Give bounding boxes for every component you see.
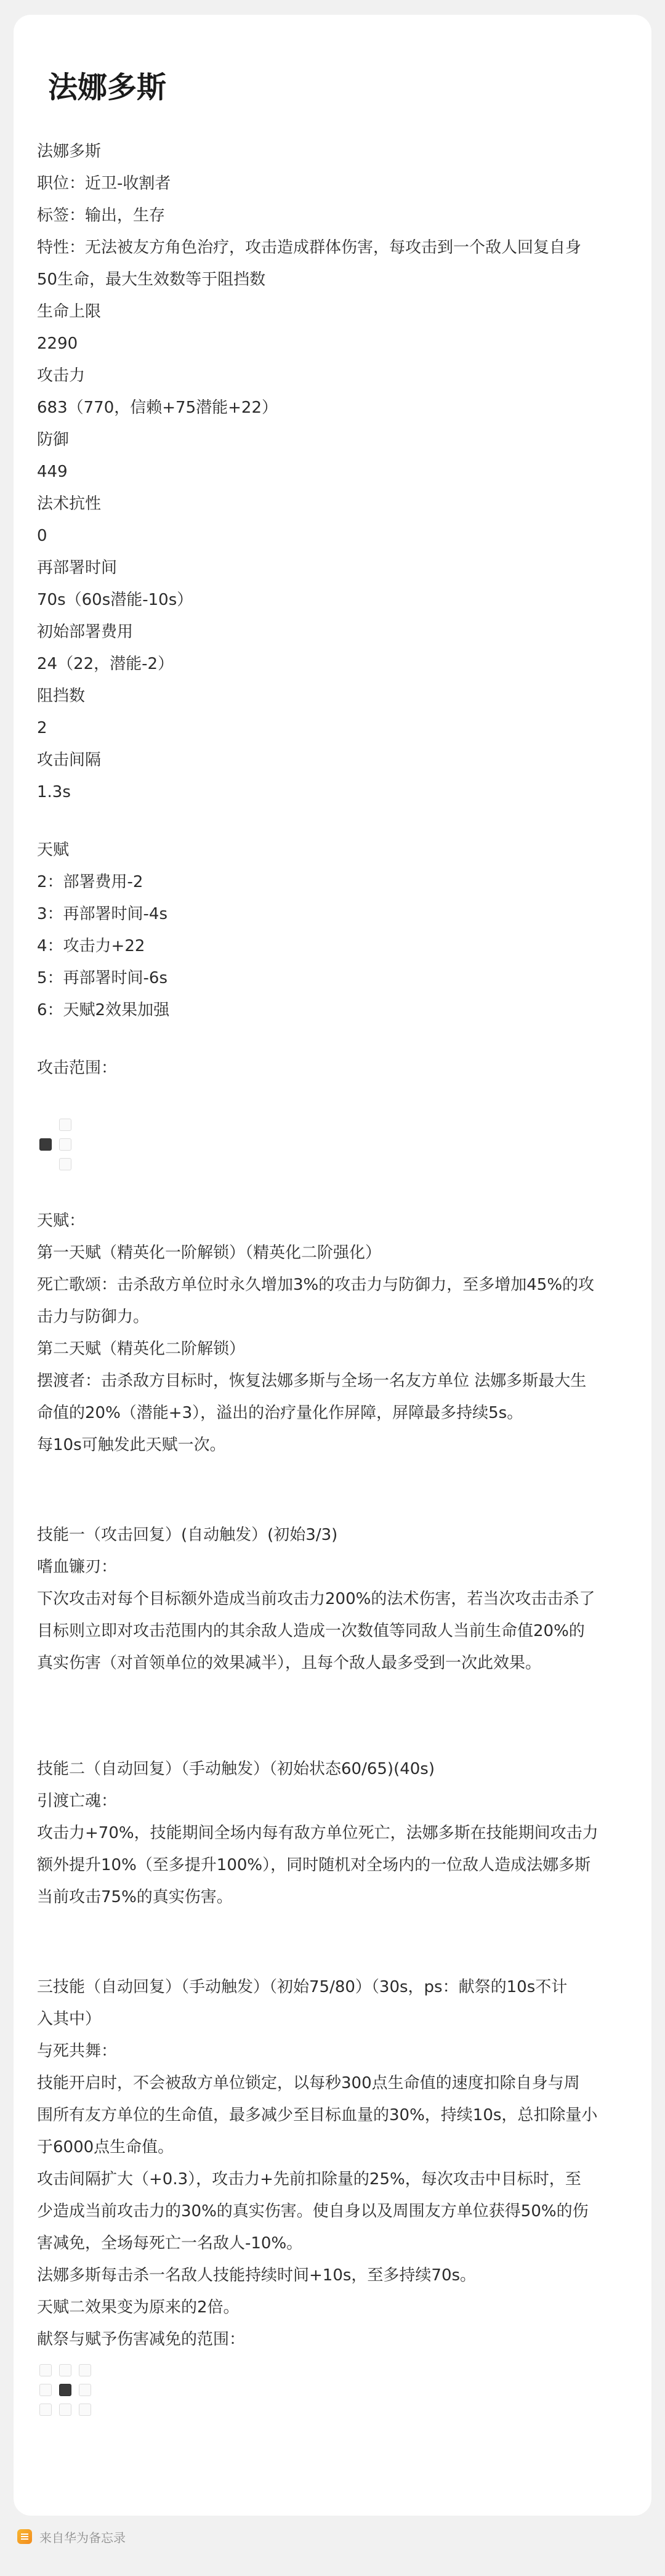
range-cell bbox=[59, 2364, 71, 2376]
info-line: 法术抗性 bbox=[37, 495, 102, 513]
skill3-section bbox=[37, 1971, 627, 2355]
info-line: 法娜多斯 bbox=[37, 142, 102, 161]
potential-line: 5：再部署时间-6s bbox=[37, 969, 168, 987]
operator-position-cell bbox=[59, 2384, 71, 2396]
range-cell bbox=[39, 2404, 52, 2416]
range-cell-empty bbox=[39, 1158, 52, 1170]
info-line: 2 bbox=[37, 719, 47, 737]
info-line: 24（22，潜能-2） bbox=[37, 655, 174, 673]
skill2-line: 技能二（自动回复）（手动触发）（初始状态60/65)(40s) bbox=[37, 1760, 435, 1778]
potential-line: 天赋 bbox=[37, 841, 70, 859]
attack-range-grid bbox=[39, 1119, 627, 1170]
talent-line: 死亡歌颂：击杀敌方单位时永久增加3%的攻击力与防御力，至多增加45%的攻 bbox=[37, 1276, 595, 1294]
info-line: 攻击力 bbox=[37, 367, 86, 385]
skill2-section bbox=[37, 1753, 627, 1913]
range-cell bbox=[39, 2384, 52, 2396]
skill2-line: 攻击力+70%，技能期间全场内每有敌方单位死亡，法娜多斯在技能期间攻击力 bbox=[37, 1824, 598, 1842]
skill3-line: 围所有友方单位的生命值，最多减少至目标血量的30%，持续10s，总扣除量小 bbox=[37, 2106, 598, 2124]
info-line: 标签：输出，生存 bbox=[37, 206, 166, 225]
skill3-line: 入其中） bbox=[37, 2010, 102, 2028]
skill2-line: 额外提升10%（至多提升100%），同时随机对全场内的一位敌人造成法娜多斯 bbox=[37, 1856, 591, 1874]
skill2-line: 当前攻击75%的真实伤害。 bbox=[37, 1888, 233, 1906]
skill3-line: 三技能（自动回复）（手动触发）（初始75/80）（30s，ps：献祭的10s不计 bbox=[37, 1978, 568, 1996]
operator-position-cell bbox=[39, 1138, 52, 1151]
talents-section bbox=[37, 1205, 627, 1461]
info-line: 50生命，最大生效数等于阻挡数 bbox=[37, 270, 266, 289]
range-cell bbox=[59, 1138, 71, 1151]
spacer bbox=[37, 808, 627, 834]
info-line: 0 bbox=[37, 527, 47, 545]
info-line: 职位：近卫-收割者 bbox=[37, 174, 171, 193]
info-line: 阻挡数 bbox=[37, 687, 86, 705]
footer-source: 来自华为备忘录 bbox=[39, 2530, 126, 2545]
info-line: 特性：无法被友方角色治疗，攻击造成群体伤害，每攻击到一个敌人回复自身 bbox=[37, 238, 582, 257]
talent-line: 第二天赋（精英化二阶解锁） bbox=[37, 1340, 246, 1358]
skill1-line: 技能一（攻击回复）(自动触发）(初始3/3) bbox=[37, 1526, 338, 1544]
skill3-line: 少造成当前攻击力的30%的真实伤害。使自身以及周围友方单位获得50%的伤 bbox=[37, 2202, 589, 2221]
potential-line: 4：攻击力+22 bbox=[37, 937, 145, 955]
talent-line: 击力与防御力。 bbox=[37, 1308, 150, 1326]
talent-line: 天赋： bbox=[37, 1212, 86, 1230]
range-cell bbox=[39, 2364, 52, 2376]
range-cell bbox=[79, 2384, 91, 2396]
footer bbox=[17, 2527, 126, 2546]
skill3-line: 技能开启时，不会被敌方单位锁定，以每秒300点生命值的速度扣除自身与周 bbox=[37, 2074, 580, 2092]
skill2-line: 引渡亡魂： bbox=[37, 1792, 118, 1810]
spacer bbox=[37, 1679, 627, 1753]
talent-line: 每10s可触发此天赋一次。 bbox=[37, 1436, 226, 1454]
talent-line: 摆渡者：击杀敌方目标时，恢复法娜多斯与全场一名友方单位 法娜多斯最大生 bbox=[37, 1372, 587, 1390]
range-cell bbox=[59, 1158, 71, 1170]
note-card bbox=[14, 15, 651, 2516]
info-line: 70s（60s潜能-10s） bbox=[37, 591, 193, 609]
info-line: 2290 bbox=[37, 334, 78, 353]
info-line: 1.3s bbox=[37, 783, 71, 801]
info-line: 防御 bbox=[37, 431, 70, 449]
skill3-line: 与死共舞： bbox=[37, 2042, 118, 2060]
talent-line: 第一天赋（精英化一阶解锁）（精英化二阶强化） bbox=[37, 1244, 382, 1262]
skill1-line: 目标则立即对攻击范围内的其余敌人造成一次数值等同敌人当前生命值20%的 bbox=[37, 1622, 585, 1640]
range-cell bbox=[59, 1119, 71, 1131]
spacer bbox=[37, 1461, 627, 1519]
skill1-line: 嗜血镰刃： bbox=[37, 1558, 118, 1576]
spacer bbox=[37, 2355, 627, 2362]
notepad-icon bbox=[17, 2529, 32, 2544]
range-cell bbox=[79, 2404, 91, 2416]
skill3-line: 于6000点生命值。 bbox=[37, 2138, 174, 2157]
skill1-line: 真实伤害（对首领单位的效果减半），且每个敌人最多受到一次此效果。 bbox=[37, 1654, 542, 1672]
sacrifice-range-grid bbox=[39, 2364, 627, 2416]
skill3-line: 天赋二效果变为原来的2倍。 bbox=[37, 2298, 240, 2317]
info-line: 449 bbox=[37, 463, 68, 481]
potential-line: 3：再部署时间-4s bbox=[37, 905, 168, 923]
potential-line: 2：部署费用-2 bbox=[37, 873, 143, 891]
spacer bbox=[37, 1173, 627, 1205]
talent-line: 命值的20%（潜能+3），溢出的治疗量化作屏障，屏障最多持续5s。 bbox=[37, 1404, 523, 1422]
page-title: 法娜多斯 bbox=[48, 70, 167, 105]
info-section bbox=[37, 136, 627, 808]
info-line: 攻击间隔 bbox=[37, 751, 102, 769]
range-label: 攻击范围： bbox=[37, 1059, 118, 1077]
info-line: 生命上限 bbox=[37, 302, 102, 321]
skill3-line: 献祭与赋予伤害减免的范围： bbox=[37, 2330, 246, 2349]
skill3-line: 攻击间隔扩大（+0.3），攻击力+先前扣除量的25%，每次攻击中目标时，至 bbox=[37, 2170, 581, 2189]
spacer bbox=[37, 1913, 627, 1971]
potential-section bbox=[37, 834, 627, 1026]
range-cell bbox=[79, 2364, 91, 2376]
info-line: 再部署时间 bbox=[37, 559, 118, 577]
info-line: 683（770，信赖+75潜能+22） bbox=[37, 399, 278, 417]
info-line: 初始部署费用 bbox=[37, 623, 134, 641]
skill1-line: 下次攻击对每个目标额外造成当前攻击力200%的法术伤害，若当次攻击击杀了 bbox=[37, 1590, 595, 1608]
spacer bbox=[37, 1026, 627, 1052]
range-cell bbox=[59, 2404, 71, 2416]
skill3-line: 害减免，全场每死亡一名敌人-10%。 bbox=[37, 2234, 303, 2253]
spacer bbox=[37, 1084, 627, 1116]
potential-line: 6：天赋2效果加强 bbox=[37, 1001, 170, 1019]
range-cell-empty bbox=[39, 1119, 52, 1131]
skill3-line: 法娜多斯每击杀一名敌人技能持续时间+10s，至多持续70s。 bbox=[37, 2266, 477, 2285]
skill1-section bbox=[37, 1519, 627, 1679]
